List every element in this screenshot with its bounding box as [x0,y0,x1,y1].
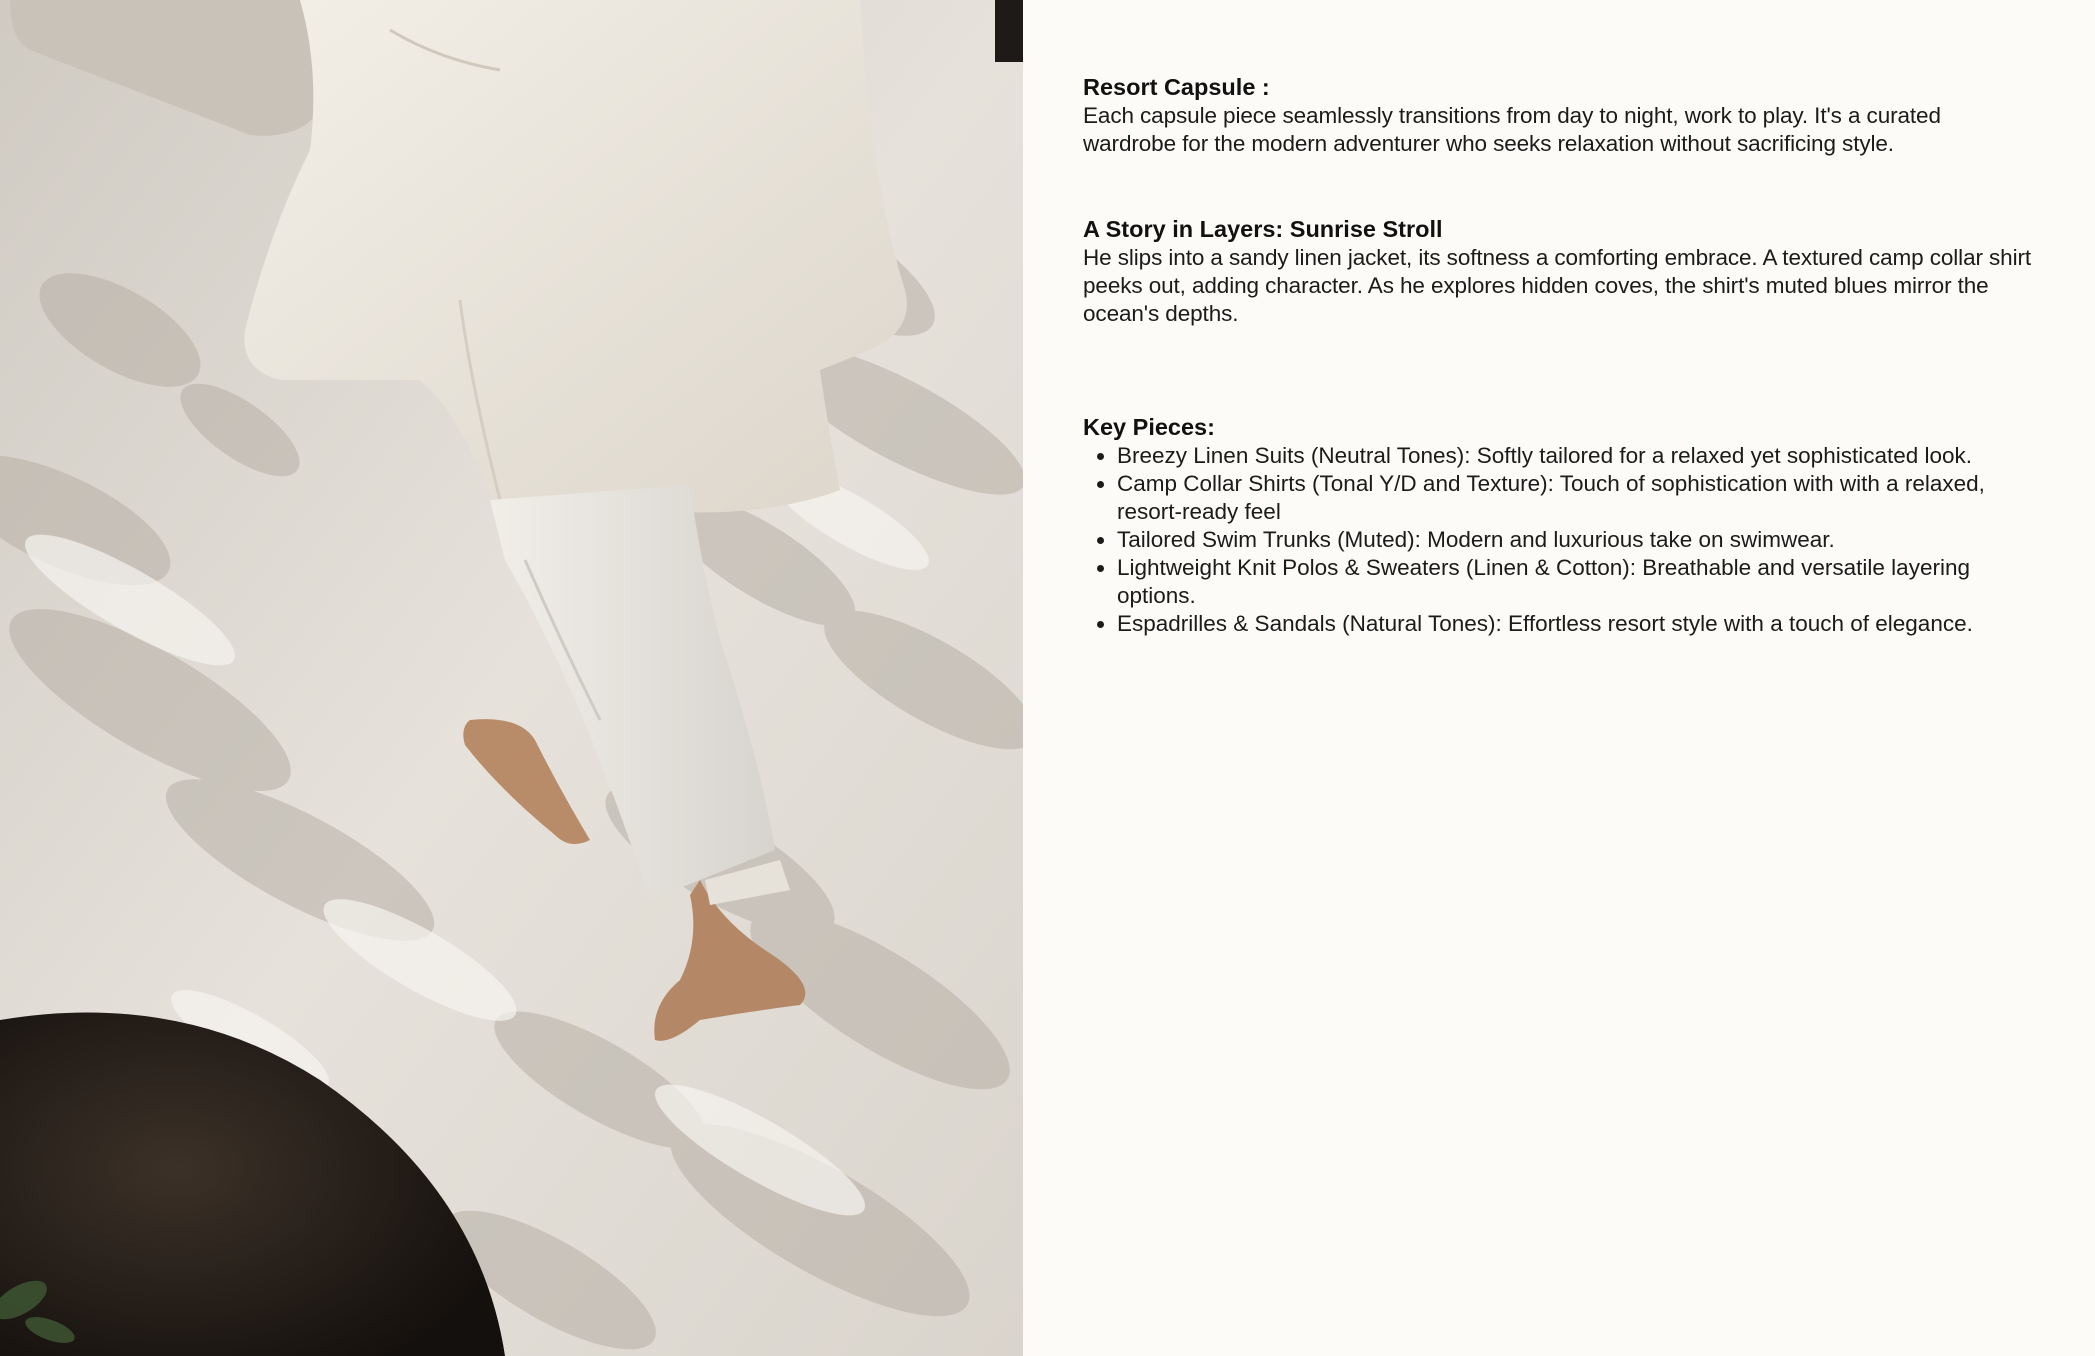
key-pieces-section [1083,412,2035,638]
story-heading: A Story in Layers: Sunrise Stroll [1083,216,1443,242]
story-body: He slips into a sandy linen jacket, its softness a comforting embrace. A textured camp collar shirt peeks out, adding character. As he explores hidden coves, the shirt's muted blues mirror the ocean's depths. [1083,245,2032,326]
lifestyle-photo [0,0,1023,1356]
list-item: Camp Collar Shirts (Tonal Y/D and Texture): Touch of sophistication with with a relaxed, resort-ready feel [1117,470,2035,526]
photo-illustration [0,0,1023,1356]
list-item: Breezy Linen Suits (Neutral Tones): Softly tailored for a relaxed yet sophisticated look. [1117,442,2035,470]
story-section [1083,214,2035,328]
furniture-leg [995,0,1023,62]
list-item: Espadrilles & Sandals (Natural Tones): Effortless resort style with a touch of elegance. [1117,610,2035,638]
key-pieces-heading: Key Pieces: [1083,414,1215,440]
list-item: Tailored Swim Trunks (Muted): Modern and luxurious take on swimwear. [1117,526,2035,554]
key-pieces-list [1083,442,2035,638]
resort-capsule-section [1083,72,2035,158]
list-item: Lightweight Knit Polos & Sweaters (Linen & Cotton): Breathable and versatile layering options. [1117,554,2035,610]
resort-capsule-heading: Resort Capsule : [1083,74,1270,100]
text-panel [1023,0,2095,1356]
resort-capsule-body: Each capsule piece seamlessly transitions from day to night, work to play. It's a curated wardrobe for the modern adventurer who seeks relaxation without sacrificing style. [1083,103,1941,156]
